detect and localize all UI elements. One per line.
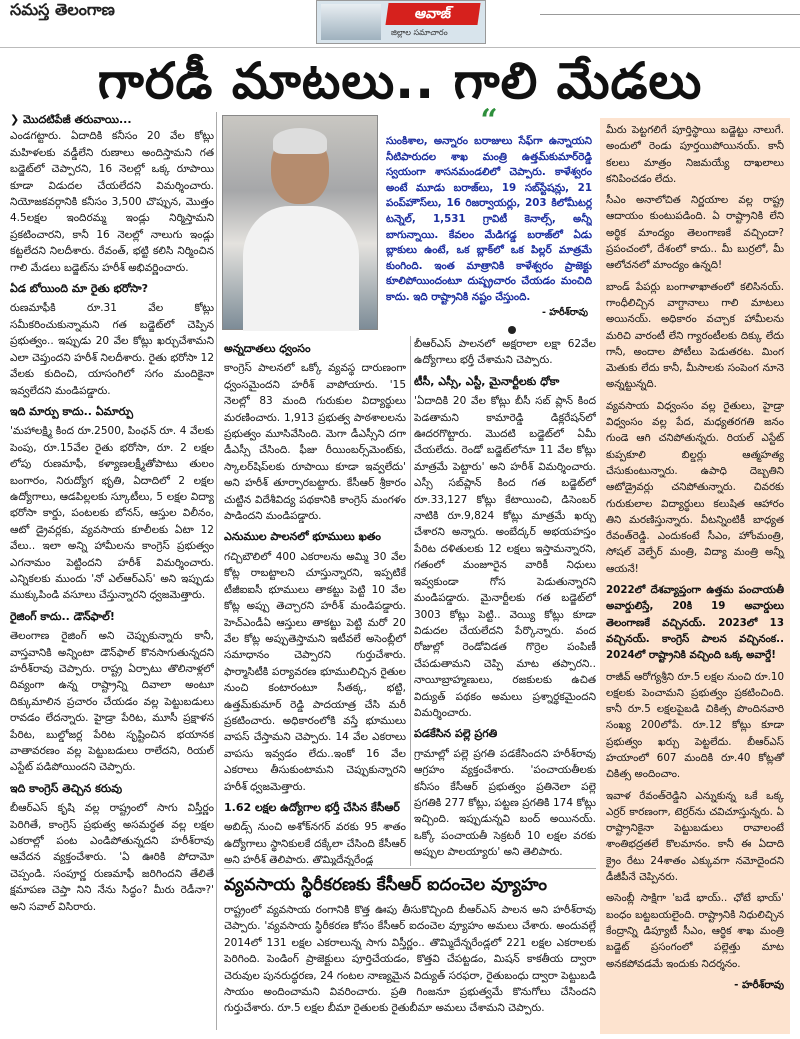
right-column xyxy=(414,336,596,866)
sidebar-paragraph: వ్యవసాయ విధ్వంసం వల్ల రైతులు, హైడ్రా విధ్వంసం వల్ల పేద, మధ్యతరగతి జనం గుండె ఆగి చనిపోతున్నరు. రియల్ ఎస్టేట్ కుప్పకూలి బిల్డర్లు ఆత్మహత్య చేసుకుంటున్నారు. ఉపాధి దెబ్బతిని ఆటోడ్రైవర్లు చనిపోతున్నారు. చివరకు గురుకులాల విద్యార్థులు కలుషిత ఆహారం తిని మరణిస్తున్నారు. వీటన్నింటికీ బాధ్యత రేవంత్‌రెడ్డి. ఎందుకంటే సీఎం, హోంమంత్రి, సోషల్ వెల్ఫేర్ మంత్రి, విద్యా మంత్రి అన్నీ ఆయనే! xyxy=(606,399,784,575)
subhead: పడకేసిన పల్లె ప్రగతి xyxy=(414,727,498,741)
intro-paragraph: ఎండగట్టారు. ఏదాదికి కనీసం 20 వేల కోట్లు మహిళలకు వడ్డీలేని రుణాలు అందిస్తామని గత బడ్జెట్‌లో చెప్పారని, 16 నెలల్లో ఒక్క రూపాయి కూడా విడుదల చేయలేదని విమర్శించారు. నియోజకవర్గానికి కనీసం 3,500 చొప్పున, మొత్తం 4.5లక్షల ఇందిరమ్మ ఇండ్లు నిర్మిస్తామని ప్రకటించారని, కానీ 16 నెలల్లో నాలుగు ఇండ్లు కట్టలేదని నిలదీశారు. రేవంత్, భట్టి కలిసి నిర్మించిన గాలి మేడలు బడ్జెట్‌ను హరీశ్ అభివర్ణించారు. xyxy=(10,130,214,274)
bottom-headline: వ్యవసాయ స్థిరీకరణకు కేసీఆర్ ఐదంచెల వ్యూహం xyxy=(224,875,548,895)
quote-attribution: - హరీశ్‌రావు xyxy=(541,307,588,319)
section-text: బీఆర్ఎస్ కృషి వల్ల రాష్ట్రంలో సాగు విస్తీర్ణం పెరిగితే, కాంగ్రెస్ ప్రభుత్వ అసమర్థత వల్ల లక్షల ఎకరాల్లో పంట ఎండిపోతున్నదని హరీశ్‌రావు ఆవేదన వ్యక్తంచేశారు. 'ఏ ఊరికి పోదామో చెప్పండి. సంపూర్ణ రుణమాఫీ జరిగిందని తేలితే క్షమాపణ చెప్తా నిని నేను సిద్ధం? మీరు రెడీనా?' అని సవాల్ విసిరారు. xyxy=(10,802,214,913)
column-divider xyxy=(216,112,217,1030)
masthead-subtitle: జిల్లాల సమాచారం xyxy=(391,28,448,37)
sidebar-paragraph: సీఎం అనాలోచిత నిర్ణయాల వల్ల రాష్ట్ర ఆదాయం కుంటుపడింది. ఏ రాష్ట్రానికి లేని అర్థిక మాంద్యం తెలంగాణకే వచ్చిందా? ప్రపంచంలో, దేశంలో కాదు.. మీ బుర్రలో, మీ ఆలోచనలో మాంద్యం ఉన్నది! xyxy=(606,194,784,272)
subhead: 1.62 లక్షల ఉద్యోగాల భర్తీ చేసిన కేసీఆర్ xyxy=(224,800,400,814)
intro-tag: ❯ మొదటిపేజీ తరువాయి... xyxy=(10,113,132,126)
sidebar-paragraph: రాజీవ్ ఆరోగ్యశ్రీని రూ.5 లక్షల నుంచి రూ.10 లక్షలకు పెంచామని ప్రభుత్వం ప్రకటించింది. కానీ రూ.5 లక్షలపైబడి చికిత్స పొందినవారి సంఖ్య 200లోపే. రూ.12 కోట్లు కూడా ప్రభుత్వం ఖర్చు పెట్టలేదు. బీఆర్ఎస్ హయాంలో 607 మందికి రూ.40 కోట్లతో చికిత్స అందించాం. xyxy=(606,670,784,781)
left-column xyxy=(10,112,214,1030)
column-divider xyxy=(410,336,411,866)
section-text: బీఆర్ఎస్ పాలనలో అక్షరాలా లక్షా 62వేల ఉద్యోగాలు భర్తీ చేశామని చెప్పారు. xyxy=(414,338,596,367)
speaker-photo xyxy=(222,115,378,330)
sidebar-paragraph: బాండ్ పేపర్లు బంగాళాఖాతంలో కలిసినయ్. గాంధీలిచ్చిన వాగ్దానాలు గాలి మాటలు అయినయ్. అధికారం వచ్చాక హామీలను మరిచి వారంటీ లేని గ్యారంటీలకు దిక్కు లేదు గానీ, అందాల పోటీలు పెడుతరట. మింగ మెతుకు లేదు కానీ, మీసాలకు సంపెంగ నూనె అన్నట్టున్నది. xyxy=(606,280,784,391)
bottom-paragraph: రాష్ట్రంలో వ్యవసాయ రంగానికి కొత్త ఊపు తీసుకొచ్చింది బీఆర్ఎస్ పాలన అని హరీశ్‌రావు చెప్పారు. 'వ్యవసాయ స్థిరీకరణ కోసం కేసీఆర్ ఐదంచెల వ్యూహం అమలు చేశారు. అందువల్లే 2014లో 131 లక్షల ఎకరాలున్న సాగు విస్తీర్ణం.. తొమ్మిదేన్నరేండ్లలో 221 లక్షల ఎకరాలకు పెరిగింది. పెండింగ్ ప్రాజెక్టులు పూర్తిచేయడం, కొత్తవి చేపట్టడం, మిషన్ కాకతీయ ద్వారా చెరువుల పునరుద్ధరణ, 24 గంటల నాణ్యమైన విద్యుత్ సరఫరా, రైతుబంధు ద్వారా పెట్టుబడి సాయం అందించామని వివరించారు. ప్రతి గింజనూ ప్రభుత్వమే కొనుగోలు చేసిందని గుర్తుచేశారు. రూ.5 లక్షల బీమా రైతులకు రైతుబీమా అమలు చేశామని చెప్పారు. xyxy=(224,904,596,1015)
subhead: ఇది మార్పు కాదు.. ఏమార్పు xyxy=(10,404,134,418)
section-text: రుణమాఫీకి రూ.31 వేల కోట్లు సమీకరించుకున్నామని గత బడ్జెట్‌లో చెప్పిన ప్రభుత్వం.. ఇప్పుడు 20 వేల కోట్లు ఖర్చుచేశామని ఎలా చెప్తుందని హరీశ్ నిలదీశారు. రైతు భరోసా 12 వేలకు కుదించి, యాసంగిలో సగం మందికైనా ఇవ్వలేదని మండిపడ్డారు. xyxy=(10,302,214,397)
masthead xyxy=(316,0,486,44)
subhead: ఎనుముల పాలనలో భూములు ఖతం xyxy=(224,530,382,544)
sidebar-paragraph: 2022లో దేశవ్యాప్తంగా ఉత్తమ పంచాయతీ అవార్డులిస్తే, 20కి 19 అవార్డులు తెలంగాణకే వచ్చినయ్. 2023లో 13 వచ్చినయ్. కాంగ్రెస్ పాలన వచ్చినంక.. 2024లో రాష్ట్రానికి వచ్చింది ఒక్క అవార్డే! xyxy=(606,584,784,662)
sidebar-paragraph: ఇవాళ రేవంత్‌రెడ్డిని ఎన్నుకున్న ఒకే ఒక్క ఎర్రర్ కారణంగా, టెర్రర్‌ను చవిచూస్తున్నరు. ఏ రాష్ట్రానికైనా పెట్టుబడులు రావాలంటే శాంతిభద్రతలే కొలమానం. కానీ ఈ ఏదాది క్రైం రేటు 24శాతం ఎక్కువగా నమోదైందని డీజీపీనే చెప్పినరు. xyxy=(606,789,784,884)
section-text: గ్రామాల్లో పల్లె ప్రగతి పడకేసిందని హరీశ్‌రావు ఆగ్రహం వ్యక్తంచేశారు. 'పంచాయతీలకు కనీసం కేసీఆర్ ప్రభుత్వం ప్రతినెలా పల్లె ప్రగతికి 277 కోట్లు, పట్టణ ప్రగతికి 174 కోట్లు ఇచ్చింది. ఇప్పుడున్నవి బంద్ అయినయ్. ఒక్కో పంచాయతీ సెక్రటరీ 10 లక్షల వరకు అప్పుల పాలయ్యారు' అని తెలిపారు. xyxy=(414,747,596,859)
bottom-rule xyxy=(224,868,596,869)
quote-mark-icon: “ xyxy=(480,108,498,138)
middle-column xyxy=(224,336,406,866)
pull-quote xyxy=(386,108,592,323)
section-text: 'మహాలక్ష్మి కింద రూ.2500, పింఛన్ రూ. 4 వేలకు పెంపు, రూ.15వేల రైతు భరోసా, రూ. 2 లక్షల లోపు రుణమాఫీ, కళ్యాణలక్ష్మీతోపాటు తులం బంగారం, నిరుద్యోగ భృతి, ఏదాదిలో 2 లక్షల ఉద్యోగాలు, ఆడపిల్లలకు స్కూటీలు, 5 లక్షల విద్యా భరోసా కార్డు, పంటలకు బోనస్, ఆస్తుల విలీనం, ఆటో డ్రైవర్లకు, వ్యవసాయ కూలీలకు ఏటా 12 వేలు.. ఇలా అన్ని హామీలను కాంగ్రెస్ ప్రభుత్వం ఎగనామం పెట్టిందని హరీశ్ విమర్శించారు. ఎన్నికలకు ముందు 'నో ఎల్ఆర్ఎస్' అని ఇప్పుడు ముక్కుపిండి వసూలు చేస్తున్నారని ధ్వజమెత్తారు. xyxy=(10,425,214,602)
section-text: కాంగ్రెస్ పాలనలో ఒక్కో వ్యవస్థ దారుణంగా ధ్వంసమైందని హరీశ్ వాపోయారు. '15 నెలల్లో 83 మంది గురుకుల విద్యార్థులు మరణించారు. 1,913 ప్రభుత్వ పాఠశాలలను ప్రభుత్వం మూసివేసింది. మెగా డీఎస్సీని దగా డీఎస్సీ చేసింది. ఫీజు రీయింబర్స్‌మెంట్‌కు, స్కాలర్‌షిప్‌లకు రూపాయి కూడా ఇవ్వలేదు' అని హరీశ్ తూర్పారబట్టారు. కేసీఆర్ శ్రీకారం చుట్టిన విదేశీవిద్య పథకానికి కాంగ్రెస్ మంగళం పాడిందని మండిపడ్డారు. xyxy=(224,362,406,523)
section-text: గచ్చిబౌలిలో 400 ఎకరాలను అమ్మి 30 వేల కోట్ల రాబట్టాలని చూస్తున్నారని, ఇప్పటికే టీజీఐఐసీ భూములు తాకట్టు పెట్టి 10 వేల కోట్ల అప్పు తెచ్చారని హరీశ్ మండిపడ్డారు. హెచ్ఎండీఏ ఆస్తులు తాకట్టు పెట్టి మరో 20 వేల కోట్ల అప్పుతెస్తామని ఇటీవలే అసెంబ్లీలో సమాధానం చెప్పారని గుర్తుచేశారు. ఫార్మాసిటీకి పర్యావరణ భూములిచ్చిన రైతుల నుంచి కంటారంటూ సీతక్క, భట్టి, ఉత్తమ్‌కుమార్ రెడ్డి పాదయాత్ర చేసి మరీ ప్రకటించారు. అధికారంలోకి వస్తే భూములు వాపస్ చేస్తామని చెప్పారు. 14 వేల ఎకరాలు వాపసు ఇవ్వడం లేదు..ఇంకో 16 వేల ఎకరాలు తీసుకుంటామని చెప్పుకున్నారని హరీశ్ ధ్వజమెత్తారు. xyxy=(224,550,406,793)
sidebar-paragraph: అసెంబ్లీ సాక్షిగా 'బడే భాయ్.. ఛోటే భాయ్' బంధం బట్టబయలైంది. రాష్ట్రానికి నిధులిచ్చిన కేంద్రాన్ని డిప్యూటీ సీఎం, ఆర్థిక శాఖ మంత్రి బడ్జెట్ ప్రసంగంలో పల్లెత్తు మాట అనకపోవడమే ఇందుకు నిదర్శనం. xyxy=(606,892,784,970)
sidebar-box xyxy=(600,118,790,1034)
intro-tag-text: మొదటిపేజీ తరువాయి... xyxy=(23,113,132,126)
photo-figure-body xyxy=(243,206,359,331)
masthead-logo: ఆవాజ్ xyxy=(385,3,480,25)
top-bar xyxy=(0,0,800,48)
bottom-text xyxy=(224,902,596,1032)
top-rule xyxy=(540,14,800,15)
subhead: అన్నదాతలు ధ్వంసం xyxy=(224,342,311,355)
subhead: టీసీ, ఎస్సీ, ఎస్టీ, మైనార్టీలకు ధోకా xyxy=(414,374,560,388)
sidebar-paragraph: మీరు పెట్టగలిగే పూర్తిస్థాయి బడ్జెట్టు నాలుగే. అందులో రెండు పూర్తయిపోయినయ్. కానీ కలలు మాత్రం నిజమయ్యే దాఖలాలు కనిపించడం లేదు. xyxy=(606,124,784,185)
quote-text: సుంకిశాల, అన్నారం బరాజులు సేఫ్‌గా ఉన్నాయని నీటిపారుదల శాఖ మంత్రి ఉత్తమ్‌కుమార్‌రెడ్డి స్వయంగా శాసనమండలిలో చెప్పారు. కాళేశ్వరం అంటే మూడు బరాజ్‌లు, 19 సబ్‌స్టేషన్లు, 21 పంప్‌హౌస్‌లు, 16 రిజర్వాయర్లు, 203 కిలోమీటర్ల టన్నెల్, 1,531 గ్రావిటీ కెనాల్స్, అన్నీ బాగున్నాయి. కేవలం మేడిగడ్డ బరాజ్‌లో ఏడు బ్లాకులు ఉంటే, ఒక బ్లాక్‌లో ఒక పిల్లర్ మాత్రమే కుంగింది. ఇంత మాత్రానికి కాళేశ్వరం ప్రాజెక్టు కూలిపోయిందంటూ దుష్ప్రచారం చేయడం మంచిది కాదు. ఇది రాష్ట్రానికి నష్టం చేస్తుంది. xyxy=(386,135,592,303)
subhead: ఏడ బోయింది మా రైతు భరోసా? xyxy=(10,282,148,296)
headline: గారడీ మాటలు.. గాలి మేడలు xyxy=(97,52,703,110)
section-tag: సమస్త తెలంగాణ xyxy=(10,0,115,19)
sidebar-attribution: - హరీశ్‌రావు xyxy=(734,978,784,991)
masthead-building-image xyxy=(321,4,381,40)
bullet-icon xyxy=(508,326,516,334)
subhead: రైజింగ్ కాదు.. డౌన్‌ఫాల్! xyxy=(10,609,115,623)
photo-figure-hair xyxy=(273,128,327,154)
section-text: 'ఏదాదికి 20 వేల కోట్లు బీసీ సబ్ ప్లాన్ కింద పెడతామని కామారెడ్డి డిక్లరేషన్‌లో ఊదరగొట్టారు. మొదటి బడ్జెట్‌లో ఏమీ చేయలేదు. రెండో బడ్జెట్‌లోనూ 11 వేల కోట్లు మాత్రమే పెట్టారు' అని హరీశ్ విమర్శించారు. ఎస్సీ సబ్‌ప్లాన్ కింద గత బడ్జెట్‌లో రూ.33,127 కోట్లు కేటాయించి, డిసెంబర్ నాటికి రూ.9,824 కోట్లు మాత్రమే ఖర్చు చేశారని అన్నారు. అంబేద్కర్ అభయహస్తం పేరిట దళితులకు 12 లక్షలు ఇస్తామన్నారని, గతంలో మంజూరైన వారికీ నిధులు ఇవ్వకుండా గోస పెడుతున్నారని మండిపడ్డారు. మైనార్టీలకు గత బడ్జెట్‌లో 3003 కోట్లు పెట్టి.. వెయ్యి కోట్లు కూడా విడుదల చేయలేదని పేర్కొన్నారు. వంద రోజుల్లో రెండోవిడత గొర్రెల పంపిణీ చేపడుతామని చెప్పి మాట తప్పారని.. నాయీబ్రాహ్మణులు, రజకులకు ఉచిత విద్యుత్ పథకం అమలు ప్రశ్నార్థకమైందని విమర్శించారు. xyxy=(414,395,596,719)
section-text: తెలంగాణ రైజింగ్ అని చెప్పుకున్నారు కానీ, వాస్తవానికి అన్నింటా డౌన్‌ఫాల్ కొనసాగుతున్నదని హరీశ్‌రావు చెప్పారు. రాష్ట్ర ఏర్పాటు తొలినాళ్లలో దివ్యంగా ఉన్న రాష్ట్రాన్ని దివాలా అంటూ దిక్కుమాలిన ప్రచారం చేయడం వల్ల పెట్టుబడులు రావడం లేదన్నారు. హైడ్రా పేరిట, మూసీ ప్రక్షాళన పేరిట, బుల్డోజర్ల పేరిట సృష్టించిన భయానక వాతావరణం వల్ల పెట్టుబడులు రాలేదని, రియల్ ఎస్టేట్ పడిపోయిందని చెప్పారు. xyxy=(10,630,214,774)
section-text: అబిడ్స్ నుంచి అశోక్‌నగర్ వరకు 95 శాతం ఉద్యోగాలు స్థానికులకే దక్కేలా చేసింది కేసీఆర్ అని హరీశ్ తెలిపారు. తొమ్మిదేన్నరేండ్ల xyxy=(224,821,406,866)
subhead: ఇది కాంగ్రెస్ తెచ్చిన కరువు xyxy=(10,781,123,795)
